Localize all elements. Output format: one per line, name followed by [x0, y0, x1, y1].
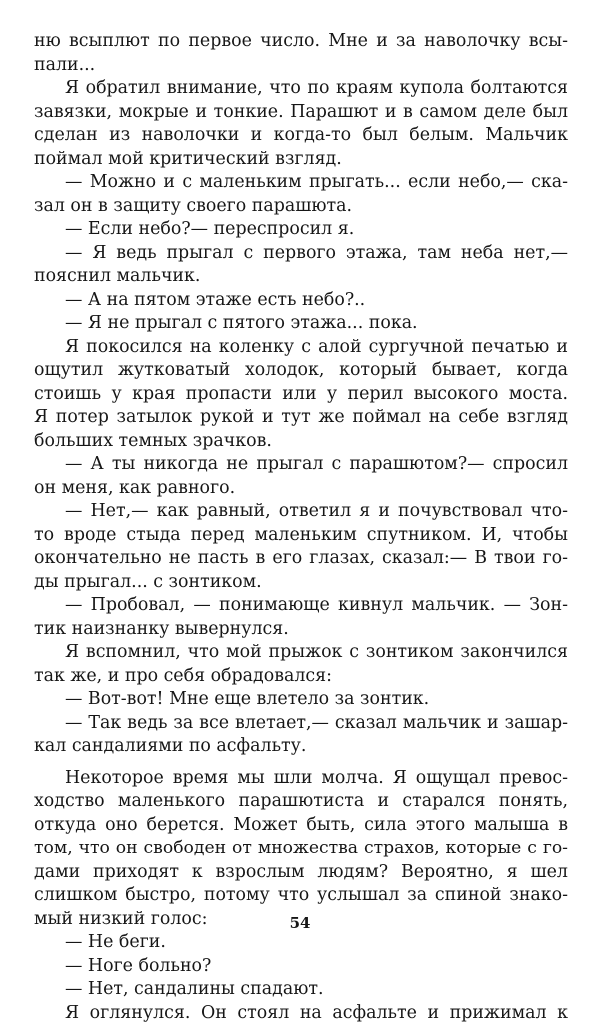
text-line: он меня, как равного. [34, 477, 568, 501]
page-number: 54 [0, 912, 600, 936]
text-line: — Если небо?— переспросил я. [34, 218, 568, 242]
text-line: том, что он свободен от множества страхов, которые с го- [34, 837, 568, 861]
text-line: ды прыгал... с зонтиком. [34, 571, 568, 595]
text-line: завязки, мокрые и тонкие. Парашют и в самом деле был [34, 101, 568, 125]
page-text-body [34, 30, 568, 1025]
text-line: — Можно и с маленьким прыгать... если небо,— ска- [34, 171, 568, 195]
text-line: — А ты никогда не прыгал с парашютом?— спросил [34, 453, 568, 477]
text-line: — Ноге больно? [34, 955, 568, 979]
text-line: — Не беги. [34, 931, 568, 955]
text-line: — Так ведь за все влетает,— сказал мальчик и зашар- [34, 712, 568, 736]
text-line: дами приходят к взрослым людям? Вероятно, я шел [34, 861, 568, 885]
text-line: мый низкий голос: [34, 908, 568, 932]
text-line: — Нет, сандалины спадают. [34, 978, 568, 1002]
text-line: ходство маленького парашютиста и старался понять, [34, 790, 568, 814]
text-line: — Нет,— как равный, ответил я и почувствовал что- [34, 500, 568, 524]
text-line: — А на пятом этаже есть небо?.. [34, 289, 568, 313]
text-line: ню всыплют по первое число. Мне и за наволочку всы- [34, 30, 568, 54]
text-line: стоишь у края пропасти или у перил высокого моста. [34, 383, 568, 407]
text-line: то вроде стыда перед маленьким спутником. И, чтобы [34, 524, 568, 548]
text-line: — Вот-вот! Мне еще влетело за зонтик. [34, 688, 568, 712]
text-line: пояснил мальчик. [34, 265, 568, 289]
text-line: так же, и про себя обрадовался: [34, 665, 568, 689]
text-line: поймал мой критический взгляд. [34, 148, 568, 172]
text-line: пали... [34, 54, 568, 78]
text-line: кал сандалиями по асфальту. [34, 735, 568, 759]
text-line: Я обратил внимание, что по краям купола болтаются [34, 77, 568, 101]
text-line: — Я ведь прыгал с первого этажа, там неба нет,— [34, 242, 568, 266]
text-line: Я оглянулся. Он стоял на асфальте и прижимал к [34, 1002, 568, 1025]
text-line: зал он в защиту своего парашюта. [34, 195, 568, 219]
text-line: — Пробовал, — понимающе кивнул мальчик. — Зон- [34, 594, 568, 618]
text-line: Некоторое время мы шли молча. Я ощущал превос- [34, 767, 568, 791]
text-line: Я потер затылок рукой и тут же поймал на себе взгляд [34, 406, 568, 430]
text-line: Я вспомнил, что мой прыжок с зонтиком закончился [34, 641, 568, 665]
text-line: откуда оно берется. Может быть, сила этого малыша в [34, 814, 568, 838]
text-line: тик наизнанку вывернулся. [34, 618, 568, 642]
text-line: слишком быстро, потому что услышал за спиной знако- [34, 884, 568, 908]
text-line: больших темных зрачков. [34, 430, 568, 454]
text-line: Я покосился на коленку с алой сургучной печатью и [34, 336, 568, 360]
text-line: — Я не прыгал с пятого этажа... пока. [34, 312, 568, 336]
text-line: окончательно не пасть в его глазах, сказал:— В твои го- [34, 547, 568, 571]
text-line: ощутил жутковатый холодок, который бывает, когда [34, 359, 568, 383]
text-line: сделан из наволочки и когда-то был белым. Мальчик [34, 124, 568, 148]
